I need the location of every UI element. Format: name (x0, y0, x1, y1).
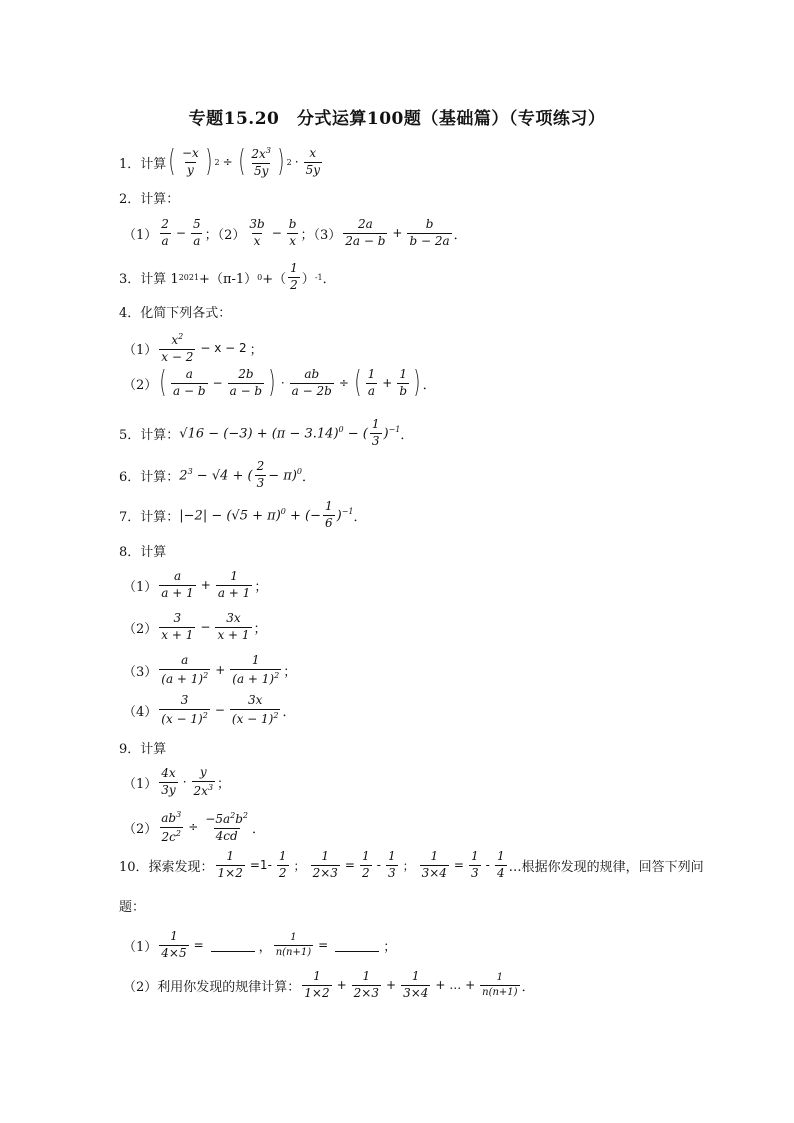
question-9-part-2: （2） $\frac{ab^3}{2c^2}$ ÷ $\frac{-5a^2b^2}{4cd}$ ． (123, 810, 266, 844)
page-title: 专题15.20 分式运算100题（基础篇）（专项练习） (188, 109, 606, 129)
answer-blank-2[interactable] (335, 939, 379, 952)
question-8-part-2: （2） $\frac{3}{x + 1}$ − $\frac{3x}{x + 1}$ ； (123, 611, 267, 642)
question-6: 6．计算： $2^3 - √4$ + ( $\frac{2}{3}$ − π)$^0$ ． (119, 459, 315, 490)
question-10-tail: 题： (119, 900, 146, 915)
question-1-label: 1．计算 (119, 156, 167, 172)
question-9: 9．计算 (119, 742, 167, 757)
question-4-part-2: （2） ( $\frac{a}{a - b}$ − $\frac{2b}{a - b}$ ) · $\frac{ab}{a - 2b}$ ÷ ( $\frac{1}{a}$ + $\frac{1}{b}$ ) ． (123, 365, 436, 401)
question-1: 1．计算 ( $\frac{-x}{y}$ ) 2 ÷ ( $\frac{2x^3}{5y}$ ) 2 · $\frac{x}{5y}$ (119, 144, 320, 180)
question-8-part-4: （4） $\frac{3}{(x - 1)^2}$ − $\frac{3x}{(x - 1)^2}$ ． (123, 693, 296, 726)
question-2-parts: （1） $\frac{2}{a}$ − $\frac{5}{a}$ ；（2） $\frac{3b}{x}$ − $\frac{b}{x}$ ；（3） $\frac{2a}{2a - b}$ + $\frac{b}{b - 2a}$ ． (123, 217, 467, 248)
question-3: 3．计算 1 2021 +（π-1） 0 +（ $\frac{1}{2}$ ） -1 ． (119, 261, 336, 292)
answer-blank-1[interactable] (211, 939, 255, 952)
question-8-part-3: （3） $\frac{a}{(a + 1)^2}$ + $\frac{1}{(a + 1)^2}$ ； (123, 653, 297, 686)
question-2: 2．计算： (119, 192, 180, 207)
question-10-part-1: （1） $\frac{1}{4\times 5}$ = ， $\frac{1}{n(n+1)}$ = ； (123, 929, 397, 960)
question-8-part-1: （1） $\frac{a}{a + 1}$ + $\frac{1}{a + 1}$ ； (123, 569, 268, 600)
question-4: 4．化简下列各式： (119, 306, 232, 321)
question-4-part-1: （1） $\frac{x^2}{x - 2}$ − x − 2 ； (123, 332, 263, 364)
question-10-part-2: （2）利用你发现的规律计算： $\frac{1}{1\times 2}$ + $\frac{1}{2\times 3}$ + $\frac{1}{3\times 4}$ + … + $\frac{1}{n(n+1)}$ ． (123, 969, 535, 1000)
question-5: 5．计算： $√16 - (-3) + (\pi - 3.14)^0$ − ( $\frac{1}{3}$ )$^{-1}$ ． (119, 417, 414, 448)
question-9-part-1: （1） $\frac{4x}{3y}$ · $\frac{y}{2x^3}$ ； (123, 765, 231, 798)
question-8: 8．计算 (119, 545, 167, 560)
question-10: 10．探索发现： $\frac{1}{1\times 2}$ =1- $\frac{1}{2}$ ； $\frac{1}{2\times 3}$ = $\frac{1}{2}$ - $\frac{1}{3}$ ； $\frac{1}{3\times 4}$ = $\frac{1}{3}$ - $\frac{1}{4}$ …根据你发现的规律，回答下列问 (119, 849, 704, 880)
question-7: 7．计算： $|-2| - (√5 + \pi)^0$ + (− $\frac{1}{6}$ )$^{-1}$ ． (119, 499, 367, 530)
